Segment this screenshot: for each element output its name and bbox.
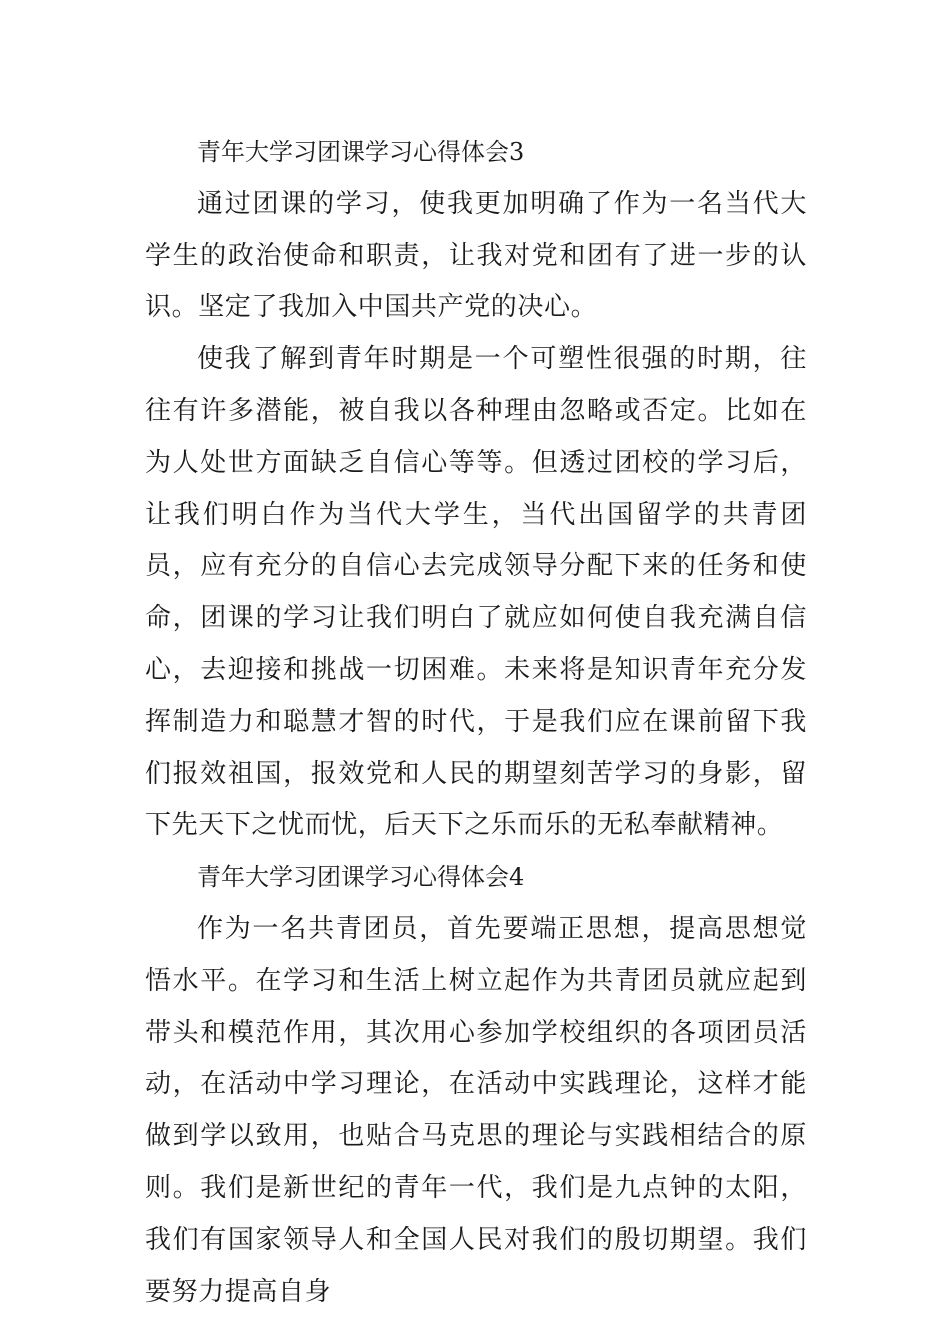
- section-heading-3: 青年大学习团课学习心得体会3: [197, 138, 525, 166]
- paragraph-3-2: 使我了解到青年时期是一个可塑性很强的时期，往往有许多潜能，被自我以各种理由忽略或否定。比如在为人处世方面缺乏自信心等等。但透过团校的学习后，让我们明白作为当代大学生，当代出国留学的共青团员，应有充分的自信心去完成领导分配下来的任务和使命，团课的学习让我们明白了就应如何使自我充满自信心，去迎接和挑战一切困难。未来将是知识青年充分发挥制造力和聪慧才智的时代，于是我们应在课前留下我们报效祖国，报效党和人民的期望刻苦学习的身影，留下先天下之忧而忧，后天下之乐而乐的无私奉献精神。: [145, 344, 807, 841]
- paragraph-3-1: 通过团课的学习，使我更加明确了作为一名当代大学生的政治使命和职责，让我对党和团有了进一步的认识。坚定了我加入中国共产党的决心。: [145, 188, 807, 323]
- paragraph-4-1: 作为一名共青团员，首先要端正思想，提高思想觉悟水平。在学习和生活上树立起作为共青团员就应起到带头和模范作用，其次用心参加学校组织的各项团员活动，在活动中学习理论，在活动中实践理论，这样才能做到学以致用，也贴合马克思的理论与实践相结合的原则。我们是新世纪的青年一代，我们是九点钟的太阳，我们有国家领导人和全国人民对我们的殷切期望。我们要努力提高自身: [145, 913, 807, 1307]
- document-body: [145, 127, 807, 1318]
- section-heading-4: 青年大学习团课学习心得体会4: [197, 863, 525, 892]
